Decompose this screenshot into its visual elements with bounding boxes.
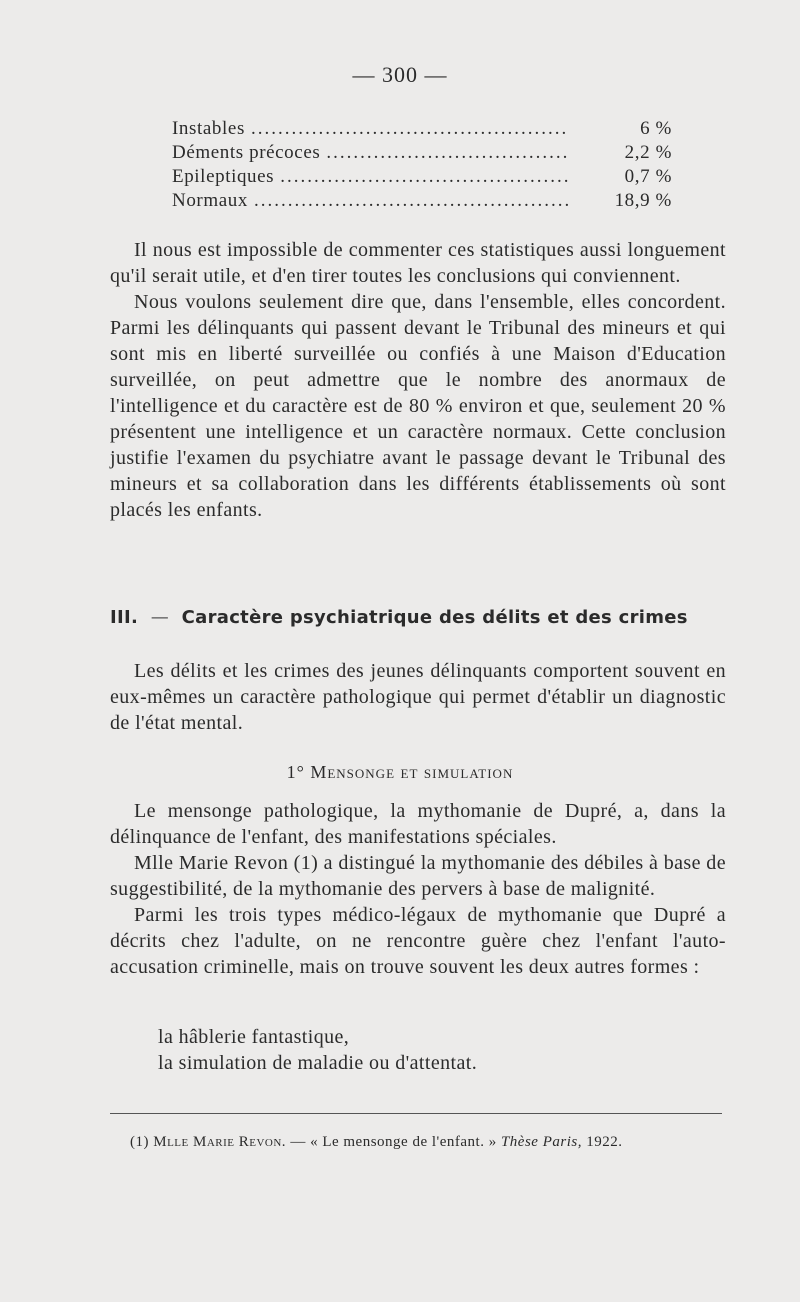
stat-row bbox=[172, 190, 684, 214]
stat-label: Epileptiques bbox=[172, 166, 275, 187]
paragraph: Mlle Marie Revon (1) a distingué la mythomanie des débiles à base de suggestibilité, de la mythomanie des pervers à base de malignité. bbox=[110, 852, 726, 900]
body-text-section-2 bbox=[110, 658, 726, 736]
footnote-divider bbox=[110, 1113, 722, 1114]
forms-list bbox=[158, 1024, 718, 1076]
list-item: la simulation de maladie ou d'attentat. bbox=[158, 1052, 478, 1074]
section-title: Caractère psychiatrique des délits et des crimes bbox=[181, 607, 688, 628]
stat-label: Instables bbox=[172, 118, 245, 139]
dot-leader bbox=[326, 142, 568, 164]
body-text-section-3 bbox=[110, 798, 726, 980]
section-dash: — bbox=[150, 607, 170, 628]
section-number: III. bbox=[110, 607, 139, 628]
stat-value: 18,9 % bbox=[614, 190, 672, 211]
stat-row bbox=[172, 142, 684, 166]
paragraph: Les délits et les crimes des jeunes délinquants comportent souvent en eux-mêmes un caractère pathologique qui permet d'établir un diagnostic de l'état mental. bbox=[110, 660, 726, 734]
stat-label: Normaux bbox=[172, 190, 248, 211]
stat-value: 0,7 % bbox=[624, 166, 672, 187]
paragraph: Il nous est impossible de commenter ces statistiques aussi longuement qu'il serait utile, et d'en tirer toutes les conclusions qui conviennent. bbox=[110, 239, 726, 287]
stat-value: 6 % bbox=[640, 118, 672, 139]
paragraph: Le mensonge pathologique, la mythomanie de Dupré, a, dans la délinquance de l'enfant, des manifestations spéciales. bbox=[110, 800, 726, 848]
stat-label: Déments précoces bbox=[172, 142, 321, 163]
stat-value: 2,2 % bbox=[624, 142, 672, 163]
body-text-section-1 bbox=[110, 237, 726, 523]
dot-leader bbox=[280, 166, 568, 188]
subheading: 1° Mensonge et simulation bbox=[286, 762, 514, 782]
paragraph: Parmi les trois types médico-légaux de mythomanie que Dupré a décrits chez l'adulte, on ne rencontre guère chez l'enfant l'auto-accusation criminelle, mais on trouve souvent les deux autres formes : bbox=[110, 904, 726, 978]
paragraph: Nous voulons seulement dire que, dans l'ensemble, elles concordent. Parmi les délinquants qui passent devant le Tribunal des mineurs et qui sont mis en liberté surveillée ou confiés à une Maison d'Education surveillée, on peut admettre que le nombre des anormaux de l'intelligence et du caractère est de 80 % environ et que, seulement 20 % présentent une intelligence et un caractère normaux. Cette conclusion justifie l'examen du psychiatre avant le passage devant le Tribunal des mineurs et sa collaboration dans les différents établissements où sont placés les enfants. bbox=[110, 291, 726, 521]
stat-row bbox=[172, 166, 684, 190]
dot-leader bbox=[254, 190, 568, 212]
footnote-year: 1922. bbox=[586, 1134, 623, 1150]
footnote-text bbox=[110, 1133, 726, 1152]
footnote-author: Mlle Marie Revon. bbox=[153, 1134, 287, 1150]
section-heading bbox=[110, 607, 726, 628]
footnote-title: — « Le mensonge de l'enfant. » bbox=[290, 1134, 497, 1150]
footnote-thesis: Thèse Paris, bbox=[500, 1134, 582, 1150]
statistics-list bbox=[172, 118, 684, 214]
dot-leader bbox=[251, 118, 568, 140]
footnote-marker: (1) bbox=[130, 1134, 149, 1150]
stat-row bbox=[172, 118, 684, 142]
page-number: — 300 — bbox=[352, 62, 448, 87]
list-item: la hâblerie fantastique, bbox=[158, 1026, 350, 1048]
footnote bbox=[110, 1133, 726, 1152]
